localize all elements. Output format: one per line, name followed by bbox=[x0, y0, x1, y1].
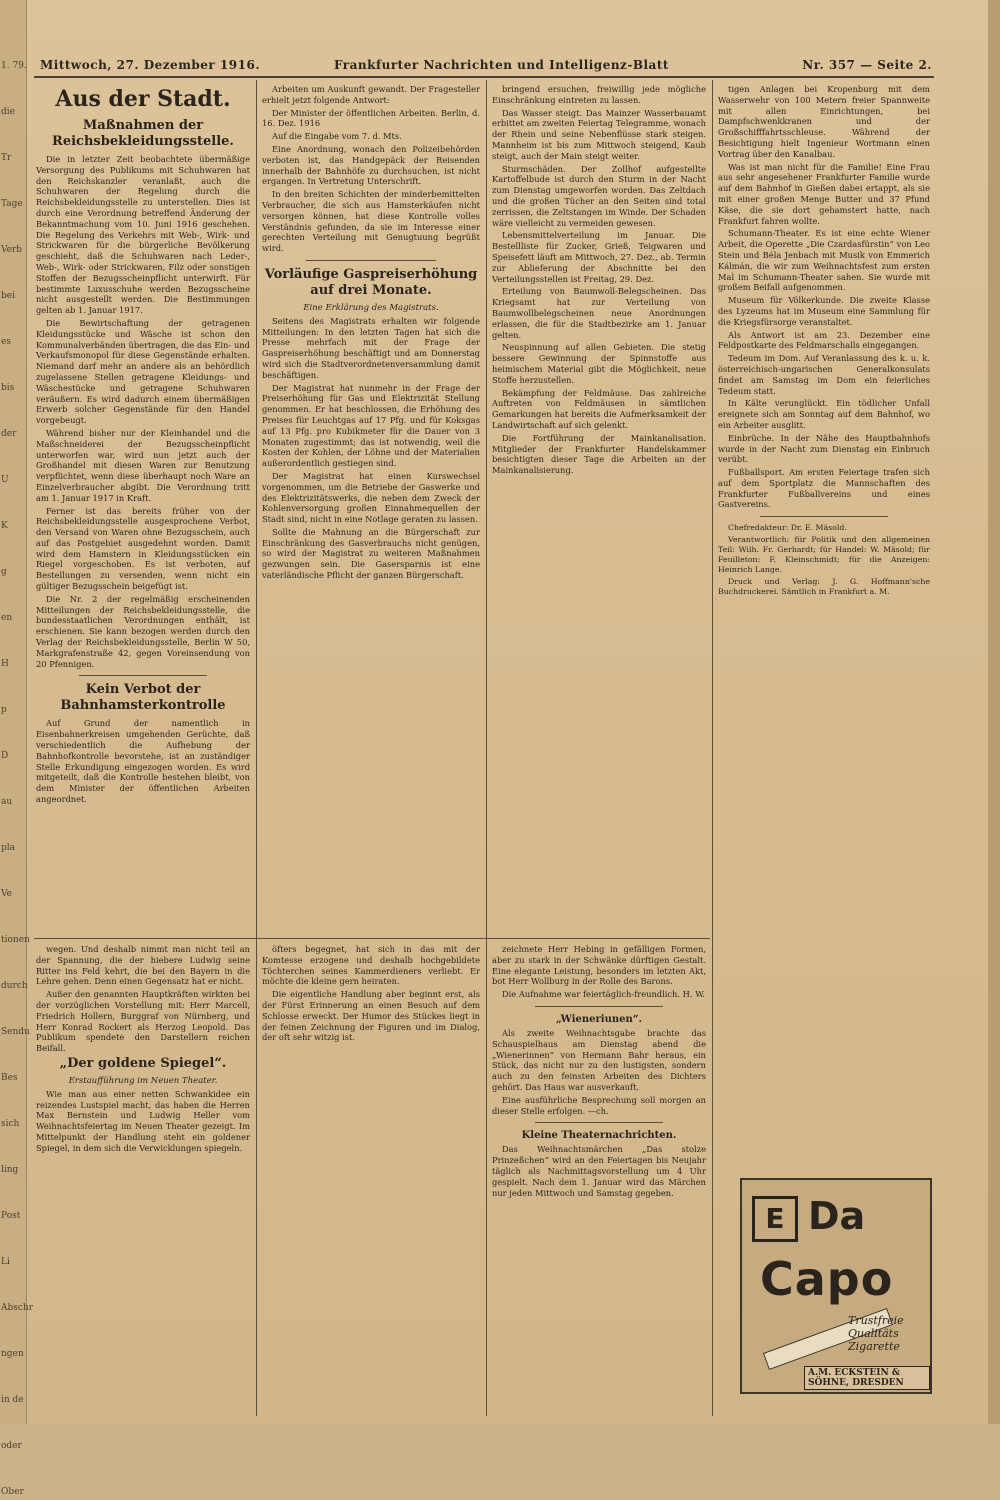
paragraph: Museum für Völkerkunde. Die zweite Klasse des Lyzeums hat im Museum eine Sammlung für die Kriegsfürsorge veranstaltet. bbox=[718, 295, 930, 327]
paragraph: zeichnete Herr Hebing in gefälligen Formen, aber zu stark in der Schwänke dürftigen Gestalt. Eine elegante Leistung, besonders im letzten Akt, bot Herr Wollburg in der Rolle des Barons. bbox=[492, 944, 706, 987]
paragraph: Eine Anordnung, wonach den Polizeibehörden verboten ist, das Handgepäck der Reisenden innerhalb der Bahnhöfe zu durchsuchen, ist nicht ergangen. In Vertretung Unterschrift. bbox=[262, 143, 480, 187]
feuilleton-subtitle: Erstaufführung im Neuen Theater. bbox=[68, 1075, 218, 1086]
paragraph: Die Fortführung der Mainkanalisation. Mitglieder der Frankfurter Handelskammer besichtigten dieser Tage die Arbeiten an der Mainkanalisierung. bbox=[492, 432, 706, 476]
paragraph: öfters begegnet, hat sich in das mit der Komtesse erzogene und deshalb hochgebildete Töchterchen seines Kammerdieners verliebt. Er möchte die kleine gern heiraten. bbox=[262, 944, 480, 987]
ad-tagline: Trustfreie Qualitäts Zigarette bbox=[848, 1314, 904, 1353]
paragraph: Die Nr. 2 der regelmäßig erscheinenden Mitteilungen der Reichsbekleidungsstelle, die bundesstaatlichen Verordnungen enthält, ist erschienen. Sie kann bezogen werden durch den Verlag der Reichsbekleidungsstelle, Berlin W 50, Markgrafenstraße 42, gegen Voreinsendung von 20 Pfennigen. bbox=[36, 593, 250, 669]
paragraph: Neuspinnung auf allen Gebieten. Die stetig bessere Gewinnung der Spinnstoffe aus heimischem Material gibt die Möglichkeit, neue Stoffe herzustellen. bbox=[492, 342, 706, 385]
column-1 bbox=[36, 84, 250, 932]
article-subtitle: Eine Erklärung des Magistrats. bbox=[303, 302, 439, 313]
feuilleton-body bbox=[36, 1089, 250, 1154]
paragraph: Ferner ist das bereits früher von der Reichsbekleidungsstelle ausgesprochene Verbot, den Versand von Waren ohne Bezugsschein, auch auf das Postgebiet ausgedehnt worden. Damit wird dem Hamstern in Kleidungsstücken ein Riegel vorgeschoben. Es ist verboten, auf Bestellungen zu versenden, wenn nicht ein gültiger Bezugsschein beigefügt ist. bbox=[36, 505, 250, 592]
article-title-bahnhamster: Kein Verbot der Bahnhamsterkontrolle bbox=[60, 682, 226, 714]
feuilleton-body bbox=[492, 1028, 706, 1116]
feuilleton-body bbox=[492, 1144, 706, 1198]
header-date: Mittwoch, 27. Dezember 1916. bbox=[40, 58, 260, 72]
edge-fragment: Post bbox=[1, 1211, 21, 1221]
edge-fragment: Abschr bbox=[1, 1303, 34, 1313]
edge-fragment: ngen bbox=[1, 1349, 24, 1359]
edge-fragment: durch bbox=[1, 981, 28, 991]
paragraph: Seitens des Magistrats erhalten wir folgende Mitteilungen: In den letzten Tagen hat sich die Presse mehrfach mit der Frage der Gaspreiserhöhung beschäftigt und am Donnerstag wird sich die Stadtverordnetenversammlung damit beschäftigen. bbox=[262, 315, 480, 380]
edge-fragment: es bbox=[1, 337, 11, 347]
edge-fragment: Li bbox=[1, 1257, 10, 1267]
edge-fragment: Bes bbox=[1, 1073, 18, 1083]
column-2 bbox=[262, 84, 480, 932]
edge-fragment: g bbox=[1, 567, 7, 577]
article-title-gaspreis: Vorläufige Gaspreiserhöhung auf drei Monate. bbox=[264, 266, 478, 298]
edge-fragment: oder bbox=[1, 1441, 22, 1451]
paragraph: Das Wasser steigt. Das Mainzer Wasserbauamt erbittet am zweiten Feiertag Telegramme, wonach der Rhein und seine Nebenflüsse stark steigen. Mannheim ist bis zum Mittwoch steigend, Kaub steigt, auch der Main steigt weiter. bbox=[492, 107, 706, 161]
article-body bbox=[262, 84, 480, 254]
article-body bbox=[36, 154, 250, 669]
edge-fragment: 1. 79. bbox=[1, 61, 27, 71]
paragraph: Chefredakteur: Dr. E. Mäsold. bbox=[728, 523, 847, 533]
paragraph: Der Magistrat hat nunmehr in der Frage der Preiserhöhung für Gas und Elektrizität Stellung genommen. Er hat beschlossen, die Erhöhung des Preises für Leuchtgas auf 17 Pfg. und für Koksgas auf 13 Pfg. pro Kubikmeter für die Dauer von 3 Monaten zugestimmt; das ist notwendig, weil die Kosten der Kohlen, der Löhne und der Materialien außerordentlich gestiegen sind. bbox=[262, 382, 480, 469]
paragraph: bringend ersuchen, freiwillig jede mögliche Einschränkung eintreten zu lassen. bbox=[492, 84, 706, 105]
paragraph: Außer den genannten Hauptkräften wirkten bei der vorzüglichen Vorstellung mit: Herr Marcell, Friedrich Hollern, Burggraf von Nürnberg, und Herr Konrad Rockert als Herzog Leopold. Das Publikum spendete den Darstellern reichen Beifall. bbox=[36, 989, 250, 1054]
imprint bbox=[718, 523, 930, 597]
bottom-column-3 bbox=[492, 944, 706, 1414]
edge-fragment: in de bbox=[1, 1395, 24, 1405]
bottom-column-1 bbox=[36, 944, 250, 1414]
header-paper-title: Frankfurter Nachrichten und Intelligenz-Blatt bbox=[334, 58, 669, 72]
edge-fragment: Ve bbox=[1, 889, 12, 899]
ad-brand-capo: Capo bbox=[760, 1252, 894, 1306]
edge-fragment: sich bbox=[1, 1119, 20, 1129]
paragraph: Tedeum im Dom. Auf Veranlassung des k. u. k. österreichisch-ungarischen Generalkonsulats findet am Samstag im Dom ein feierliches Tedeum statt. bbox=[718, 353, 930, 396]
paragraph: Eine ausführliche Besprechung soll morgen an dieser Stelle erfolgen. —ch. bbox=[492, 1094, 706, 1116]
paragraph: Fußballsport. Am ersten Feiertage trafen sich auf dem Sportplatz die Mannschaften des Frankfurter Fußballvereins und eines Gastvereins. bbox=[718, 467, 930, 510]
edge-fragment: bis bbox=[1, 383, 15, 393]
section-title: Aus der Stadt. bbox=[55, 86, 231, 112]
edge-fragment: p bbox=[1, 705, 7, 715]
paragraph: Während bisher nur der Kleinhandel und die Maßschneiderei der Bezugsscheinpflicht unterworfen war, wird nun jetzt auch der Großhandel mit diesen Waren zur Benutzung verpflichtet, wenn diese überhaupt noch Ware an Einzelverbraucher abgibt. Die Verordnung tritt am 1. Januar 1917 in Kraft. bbox=[36, 427, 250, 503]
section-title-theater: Kleine Theaternachrichten. bbox=[521, 1130, 677, 1142]
edge-fragment: tionen bbox=[1, 935, 30, 945]
paragraph: Die eigentliche Handlung aber beginnt erst, als der Fürst Erinnerung an einen Besuch auf dem Schlosse erweckt. Der Humor des Stückes liegt in der feinen Zeichnung der Figuren und im Dialog, der oft sehr witzig ist. bbox=[262, 989, 480, 1043]
article-title-reichsbekleidung: Maßnahmen der Reichsbekleidungsstelle. bbox=[52, 118, 234, 149]
edge-fragment: Verb bbox=[1, 245, 23, 255]
ad-brand-da: Da bbox=[808, 1194, 866, 1238]
paragraph: Auf die Eingabe vom 7. d. Mts. bbox=[272, 131, 402, 142]
edge-fragment: Sendu bbox=[1, 1027, 30, 1037]
previous-page-edge bbox=[0, 0, 34, 1497]
paragraph: Als Antwort ist am 23. Dezember eine Feldpostkarte des Feldmarschalls eingegangen. bbox=[718, 329, 930, 351]
edge-fragment: bei bbox=[1, 291, 15, 301]
paragraph: Schumann-Theater. Es ist eine echte Wiener Arbeit, die Operette „Die Czardasfürstin“ von Leo Stein und Béla Jenbach mit Musik von Emmerich Kálmán, die wir zum Weihnachtsfest zum ersten Mal im Schumann-Theater sahen. Sie wurde mit großem Beifall aufgenommen. bbox=[718, 228, 930, 293]
edge-fragment: ling bbox=[1, 1165, 19, 1175]
paragraph: Die Bewirtschaftung der getragenen Kleidungsstücke und Wäsche ist schon den Kommunalverbänden übertragen, die das Ein- und Verkaufsmonopol für diese Gegenstände erhalten. Niemand darf mehr an andere als an behördlich zugelassene Stellen getragene Kleidungs- und Wäschestücke und getragene Schuhwaren veräußern. Es wird dadurch einem übermäßigen Erwerb solcher Gegenstände für den Handel vorgebeugt. bbox=[36, 317, 250, 426]
paragraph: wegen. Und deshalb nimmt man nicht teil an der Spannung, die der hiebere Ludwig seine Ritter ins Feld kehrt, die bei den Bayern in die Lehre gehen. Denn einen Gegensatz hat er nicht. bbox=[36, 944, 250, 987]
paragraph: Einbrüche. In der Nähe des Hauptbahnhofs wurde in der Nacht zum Dienstag ein Einbruch verübt. bbox=[718, 432, 930, 465]
paragraph: Das Weihnachtsmärchen „Das stolze Prinzeßchen“ wird an den Feiertagen bis Neujahr täglich als Nachmittagsvorstellung um 4 Uhr gespielt. Nach dem 1. Januar wird das Märchen nur jeden Mittwoch und Samstag gegeben. bbox=[492, 1144, 706, 1198]
paragraph: Als zweite Weihnachtsgabe brachte das Schauspielhaus am Dienstag abend die „Wienerinnen“ von Hermann Bahr heraus, ein Stück, das nicht nur zu den lustigsten, sondern auch zu den feinsten Arbeiten des Dichters gehört. Das Haus war ausverkauft. bbox=[492, 1027, 706, 1092]
paragraph: Erteilung von Baumwoll-Belegscheinen. Das Kriegsamt hat zur Verteilung von Baumwollbelegscheinen neue Anordnungen erlassen, die für die Stadtbezirke am 1. Januar gelten. bbox=[492, 286, 706, 340]
paragraph: In Kälte verunglückt. Ein tödlicher Unfall ereignete sich am Sonntag auf dem Bahnhof, wo ein Arbeiter ausglitt. bbox=[718, 398, 930, 430]
page-header bbox=[34, 56, 934, 78]
edge-fragment: au bbox=[1, 797, 13, 807]
paragraph: Druck und Verlag: J. G. Hoffmann'sche Buchdruckerei. Sämtlich in Frankfurt a. M. bbox=[718, 577, 930, 597]
paragraph: In den breiten Schichten der minderbemittelten Verbraucher, die sich aus Hamsterkäufen nicht versorgen können, hat diese Kontrolle volles Verständnis gefunden, da sie im Interesse einer gerechten Verteilung mit Genugtuung begrüßt wird. bbox=[262, 189, 480, 254]
feuilleton-body bbox=[36, 944, 250, 1054]
paragraph: Bekämpfung der Feldmäuse. Das zahlreiche Auftreten von Feldmäusen in sämtlichen Gemarkungen hat bereits die Aufmerksamkeit der Landwirtschaft auf sich gelenkt. bbox=[492, 387, 706, 430]
local-news bbox=[718, 84, 930, 510]
paragraph: Der Minister der öffentlichen Arbeiten. Berlin, d. 16. Dez. 1916 bbox=[262, 107, 480, 129]
paragraph: Wie man aus einer netten Schwankidee ein reizendes Lustspiel macht, das haben die Herren Max Bernstein und Ludwig Heller vom Weihnachtsfeiertag im Neuen Theater gezeigt. Im Mittelpunkt der Handlung steht ein goldener Spiegel, in dem sich die Verwicklungen spiegeln. bbox=[36, 1088, 250, 1153]
feuilleton-title: „Der goldene Spiegel“. bbox=[59, 1055, 227, 1071]
edge-fragment: Ober bbox=[1, 1487, 24, 1497]
paragraph: Die Aufnahme war feiertäglich-freundlich. H. W. bbox=[502, 989, 705, 1000]
paragraph: Der Magistrat hat einen Kurswechsel vorgenommen, um die Betriebe der Gaswerke und des Elektrizitätswerks, die neben dem Zweck der Kohlenversorgung großen Einnahmequellen der Stadt sind, nicht in eine Notlage geraten zu lassen. bbox=[262, 470, 480, 525]
column-3 bbox=[492, 84, 706, 932]
ad-logo-letter: E bbox=[752, 1196, 798, 1242]
feuilleton-body bbox=[492, 944, 706, 1000]
bottom-column-2 bbox=[262, 944, 480, 1414]
edge-fragment: en bbox=[1, 613, 13, 623]
edge-fragment: der bbox=[1, 429, 17, 439]
feuilleton-body bbox=[262, 944, 480, 1043]
paragraph: Was ist man nicht für die Familie! Eine Frau aus sehr angesehener Frankfurter Familie wurde auf dem Bahnhof in Gießen dabei ertappt, als sie mit einer großen Menge Butter und 37 Pfund Käse, die sie dort gehamstert hatte, nach Frankfurt fahren wollte. bbox=[718, 161, 930, 226]
edge-fragment: H bbox=[1, 659, 9, 669]
edge-fragment: K bbox=[1, 521, 8, 531]
da-capo-advertisement bbox=[740, 1178, 932, 1394]
edge-fragment: Tr bbox=[1, 153, 12, 163]
paragraph: Auf Grund der namentlich in Eisenbahnerkreisen umgehenden Gerüchte, daß verschiedentlich die Aufhebung der Bahnhofkontrolle bevorstehe, ist an zuständiger Stelle Erkundigung eingezogen worden. Es wird mitgeteilt, daß die Kontrolle bestehen bleibt, von dem Minister der öffentlichen Arbeiten angeordnet. bbox=[36, 718, 250, 805]
edge-fragment: U bbox=[1, 475, 9, 485]
edge-fragment: die bbox=[1, 107, 15, 117]
column-4 bbox=[718, 84, 930, 1170]
edge-fragment: pla bbox=[1, 843, 16, 853]
article-body bbox=[36, 718, 250, 804]
edge-fragment: Tage bbox=[1, 199, 23, 209]
edge-fragment: D bbox=[1, 751, 9, 761]
paragraph: Die in letzter Zeit beobachtete übermäßige Versorgung des Publikums mit Schuhwaren hat den Reichskanzler veranlaßt, auch die Schuhwaren der Regelung durch die Reichsbekleidungsstelle zu unterstellen. Dies ist durch eine Verordnung betreffend Änderung der Bekanntmachung vom 10. Juni 1916 geschehen. Die Regelung des Verkehrs mit Web-, Wirk- und Strickwaren für die bürgerliche Bevölkerung geschieht, daß die Schuhwaren nach Leder-, Web-, Wirk- oder Strickwaren, Filz oder sonstigen Stoffen der Bezugsscheinpflicht unterwirft. Für bestimmte Luxusschuhe werden Bezugsscheine nicht ausgestellt werden. Die Bestimmungen gelten ab 1. Januar 1917. bbox=[36, 154, 250, 316]
paragraph: Sturmschäden. Der Zollhof aufgestellte Kartoffelbude ist durch den Sturm in der Nacht zum Dienstag umgeworfen worden. Das Zeltdach und die großen Tücher an den Seiten sind total zerrissen, die Zeltstangen im Winde. Der Schaden wäre vielleicht zu vermeiden gewesen. bbox=[492, 163, 706, 228]
header-page-number: Nr. 357 — Seite 2. bbox=[802, 58, 932, 72]
article-body bbox=[262, 316, 480, 581]
paragraph: Verantwortlich: für Politik und den allgemeinen Teil: Wilh. Fr. Gerhardt; für Handel: W. Mäsold; für Feuilleton: F. Kleinschmidt; für die Anzeigen: Heinrich Lange. bbox=[718, 535, 930, 575]
ad-maker: A.M. ECKSTEIN & SÖHNE, DRESDEN bbox=[804, 1366, 930, 1390]
paragraph: Arbeiten um Auskunft gewandt. Der Fragesteller erhielt jetzt folgende Antwort: bbox=[262, 84, 480, 105]
page-binding-edge bbox=[988, 0, 1000, 1424]
paragraph: Lebensmittelverteilung im Januar. Die Bestellliste für Zucker, Grieß, Teigwaren und Speisefett läuft am Mittwoch, 27. Dez., ab. Termin zur Ablieferung der Abschnitte bei den Verteilungsstellen ist Freitag, 29. Dez. bbox=[492, 230, 706, 284]
paragraph: Sollte die Mahnung an die Bürgerschaft zur Einschränkung des Gasverbrauchs nicht genügen, so wird der Magistrat zu weiteren Maßnahmen gezwungen sein. Die Gasersparnis ist eine vaterländische Pflicht der ganzen Bürgerschaft. bbox=[262, 526, 480, 581]
review-title-wienerinnen: „Wieneriunen“. bbox=[556, 1013, 642, 1025]
local-news bbox=[492, 84, 706, 476]
paragraph: tigen Anlagen bei Kropenburg mit dem Wasserwehr von 100 Metern freier Spannweite mit allen Einrichtungen, bei Dampfschwenkkranen und der Großschifffahrtsschleuse. Während der Besichtigung hielt Ingenieur Wortmann einen Vortrag über den Kanalbau. bbox=[718, 84, 930, 159]
